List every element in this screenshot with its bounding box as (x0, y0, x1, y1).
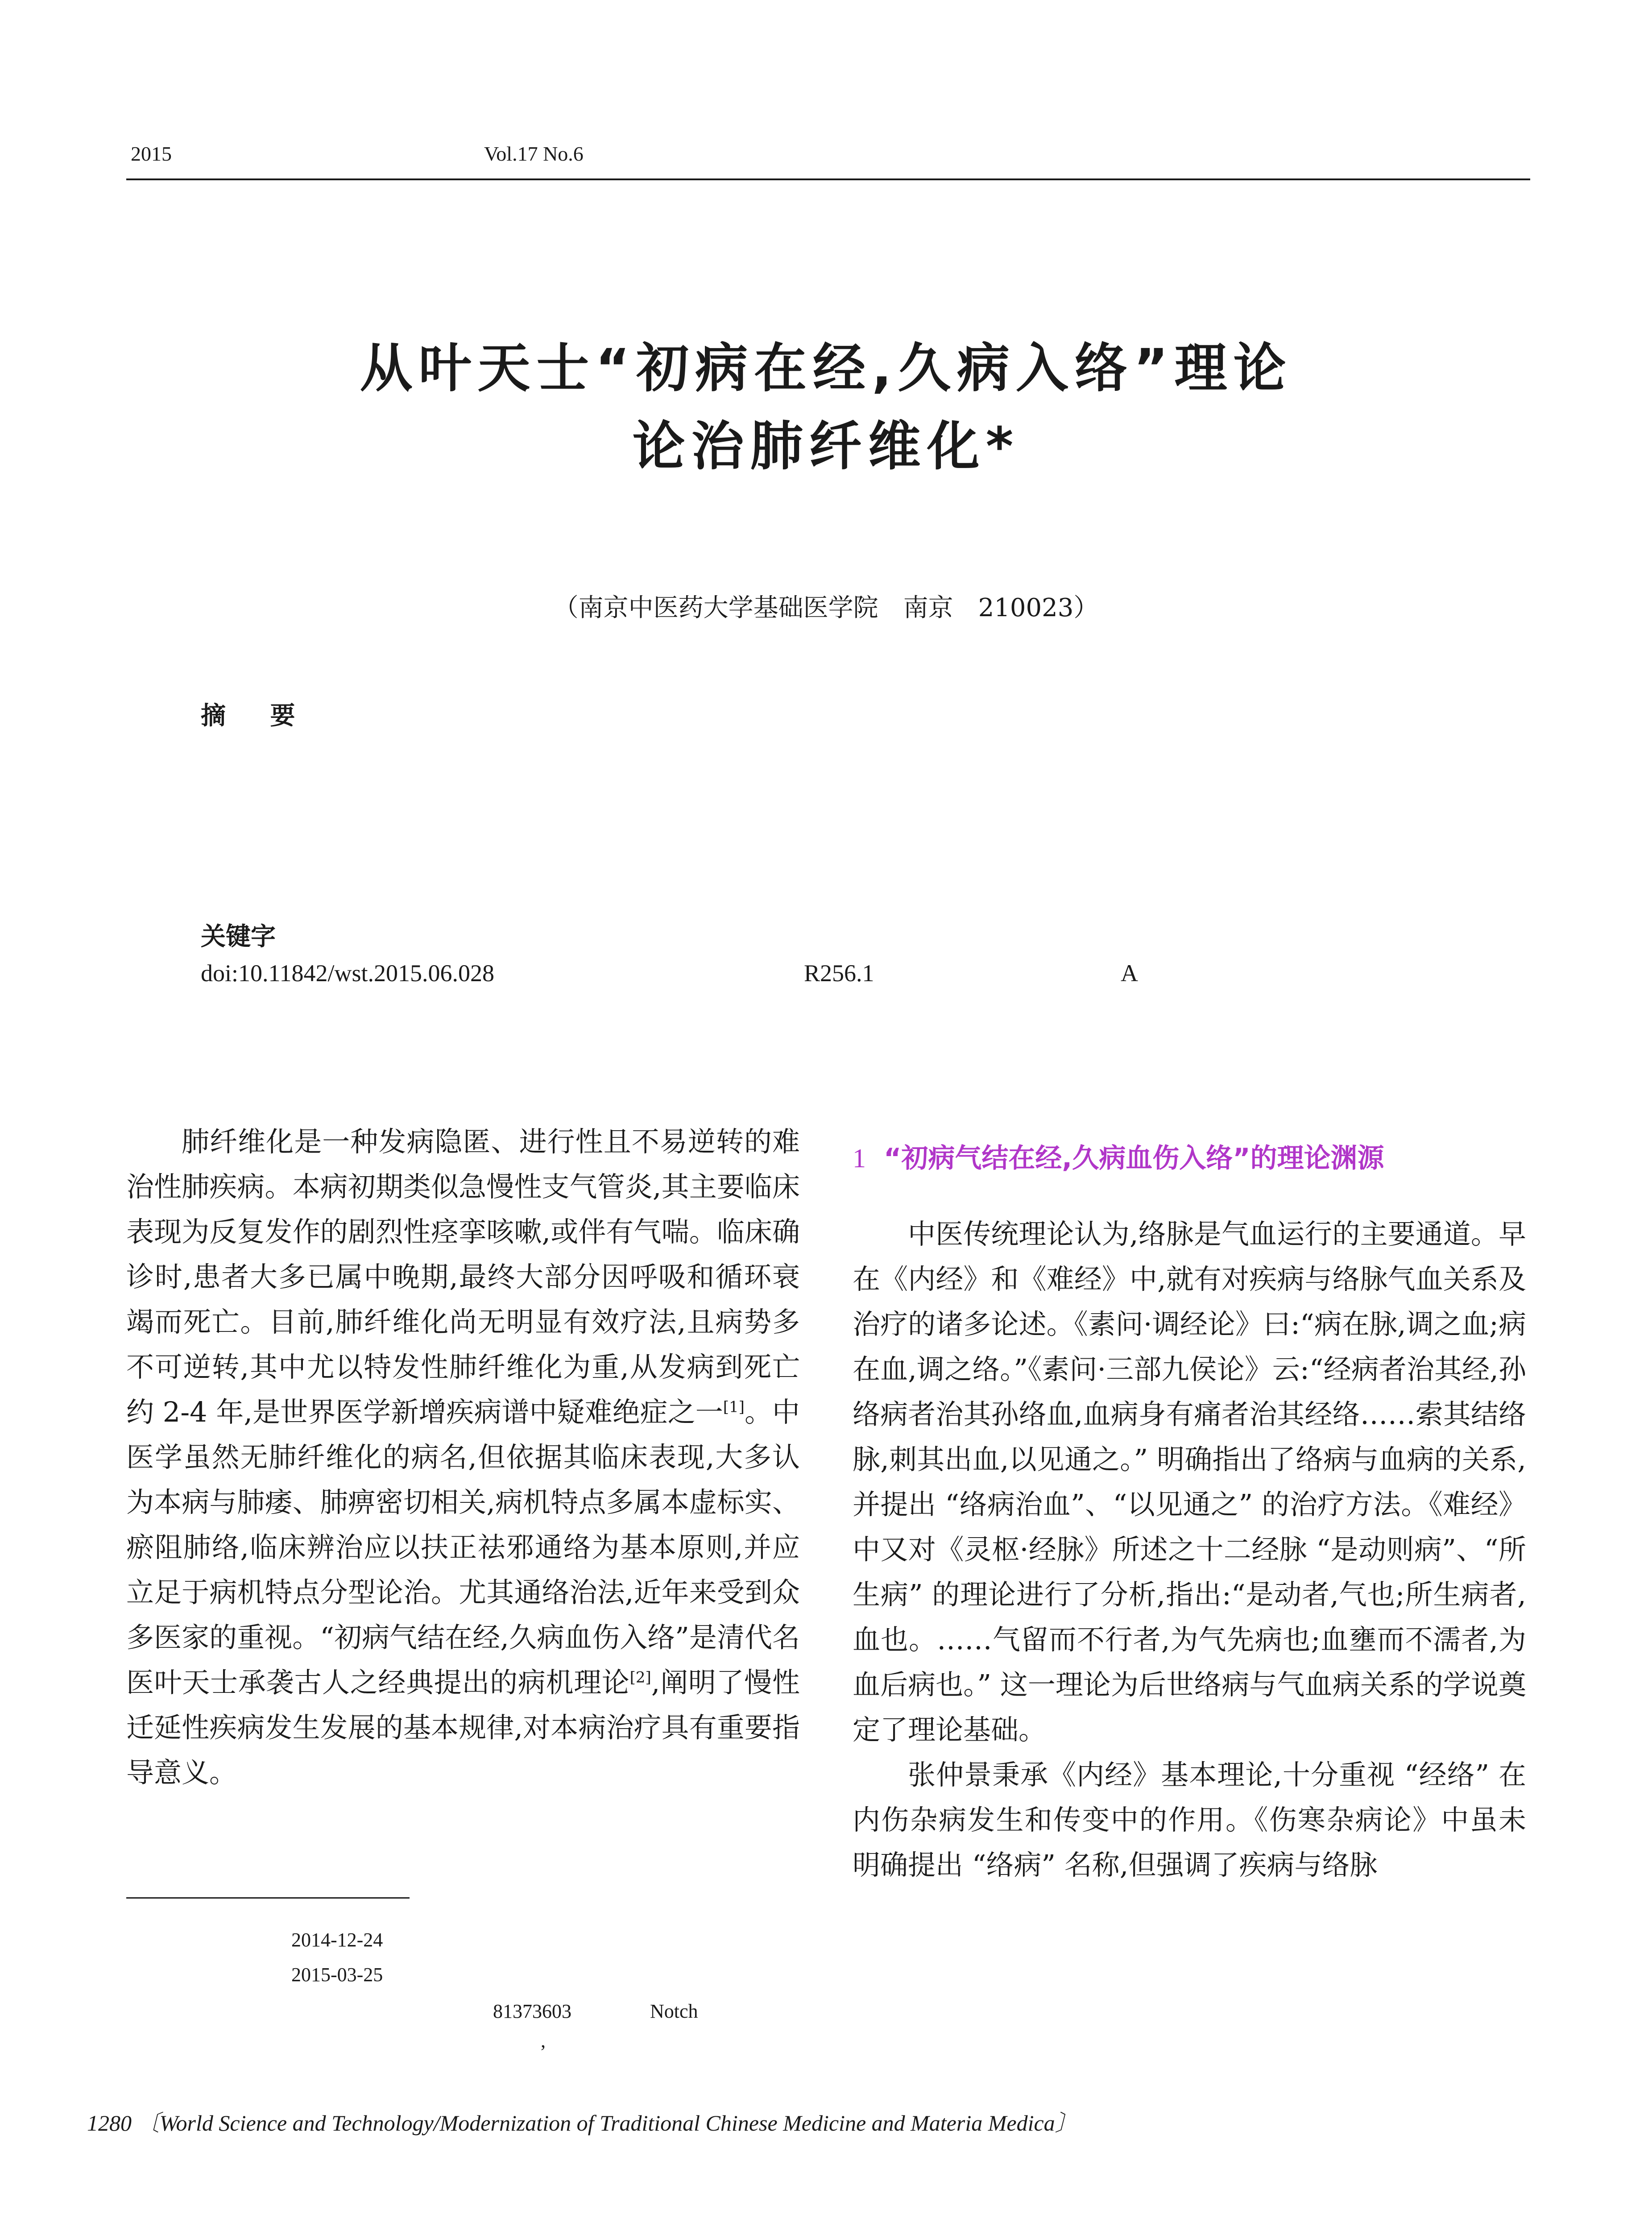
page-footer: 1280 〔World Science and Technology/Modernization of Traditional Chinese Medicine and Materia Medica〕 (87, 2111, 1077, 2136)
section-number: 1 (853, 1144, 866, 1173)
section-1-paragraph-1: 中医传统理论认为,络脉是气血运行的主要通道。早在《内经》和《难经》中,就有对疾病与络脉气血关系及治疗的诸多论述。《素问·调经论》曰:“病在脉,调之血;病在血,调之络。”《素问·三部九侯论》云:“经病者治其经,孙络病者治其孙络血,血病身有痛者治其经络……索其结络脉,刺其出血,以见通之。” 明确指出了络病与血病的关系,并提出 “络病治血”、“以见通之” 的治疗方法。《难经》中又对《灵枢·经脉》所述之十二经脉 “是动则病”、“所生病” 的理论进行了分析,指出:“是动者,气也;所生病者,血也。……气留而不行者,为气先病也;血壅而不濡者,为血后病也。” 这一理论为后世络病与气血病关系的学说奠定了理论基础。 (853, 1218, 1526, 1746)
abstract-label: 摘 要 (201, 701, 313, 730)
section-1-body (853, 1211, 1526, 1887)
fund-keyword: Notch (650, 2000, 698, 2022)
reference-1[interactable]: [1] (723, 1398, 745, 1416)
doi[interactable]: doi:10.11842/wst.2015.06.028 (201, 960, 495, 987)
section-title: “初病气结在经,久病血伤入络”的理论渊源 (884, 1143, 1384, 1174)
header-volume: Vol.17 No.6 (484, 142, 584, 165)
article-title-line-2: 论治肺纤维化* (632, 415, 1020, 477)
reference-2[interactable]: [2] (629, 1668, 651, 1687)
article-title-line-1: 从叶天士“初病在经,久病入络”理论 (360, 337, 1292, 399)
fund-number: 81373603 (493, 2000, 571, 2022)
received-date: 2014-12-24 (291, 1929, 383, 1951)
affiliation: （南京中医药大学基础医学院 南京 210023） (553, 593, 1099, 622)
footnote-divider (126, 1897, 410, 1899)
classification-code: R256.1 (804, 960, 874, 987)
section-1-paragraph-2: 张仲景秉承《内经》基本理论,十分重视 “经络” 在内伤杂病发生和传变中的作用。《伤寒杂病论》中虽未明确提出 “络病” 名称,但强调了疾病与络脉 (853, 1758, 1526, 1881)
document-code: A (1121, 960, 1138, 987)
intro-text-part-1: 肺纤维化是一种发病隐匿、进行性且不易逆转的难治性肺疾病。本病初期类似急慢性支气管炎,其主要临床表现为反复发作的剧烈性痉挛咳嗽,或伴有气喘。临床确诊时,患者大多已属中晚期,最终大部分因呼吸和循环衰竭而死亡。目前,肺纤维化尚无明显有效疗法,且病势多不可逆转,其中尤以特发性肺纤维化为重,从发病到死亡约 2-4 年,是世界医学新增疾病谱中疑难绝症之一 (126, 1125, 800, 1428)
revised-date: 2015-03-25 (291, 1964, 383, 1986)
intro-text-part-2: 。中医学虽然无肺纤维化的病名,但依据其临床表现,大多认为本病与肺痿、肺痹密切相关,病机特点多属本虚标实、瘀阻肺络,临床辨治应以扶正祛邪通络为基本原则,并应立足于病机特点分型论治。尤其通络治法,近年来受到众多医家的重视。“初病气结在经,久病血伤入络”是清代名医叶天士承袭古人之经典提出的病机理论 (126, 1396, 800, 1699)
intro-text-part-3: ,阐明了慢性迁延性疾病发生发展的基本规律,对本病治疗具有重要指导意义。 (126, 1666, 800, 1789)
keywords-label: 关键字 (201, 922, 276, 951)
footnote-comma: , (541, 2030, 546, 2052)
header-year: 2015 (131, 142, 172, 165)
header-divider (126, 178, 1530, 180)
section-1-heading (853, 1137, 1384, 1175)
introduction-paragraph (126, 1119, 800, 1795)
